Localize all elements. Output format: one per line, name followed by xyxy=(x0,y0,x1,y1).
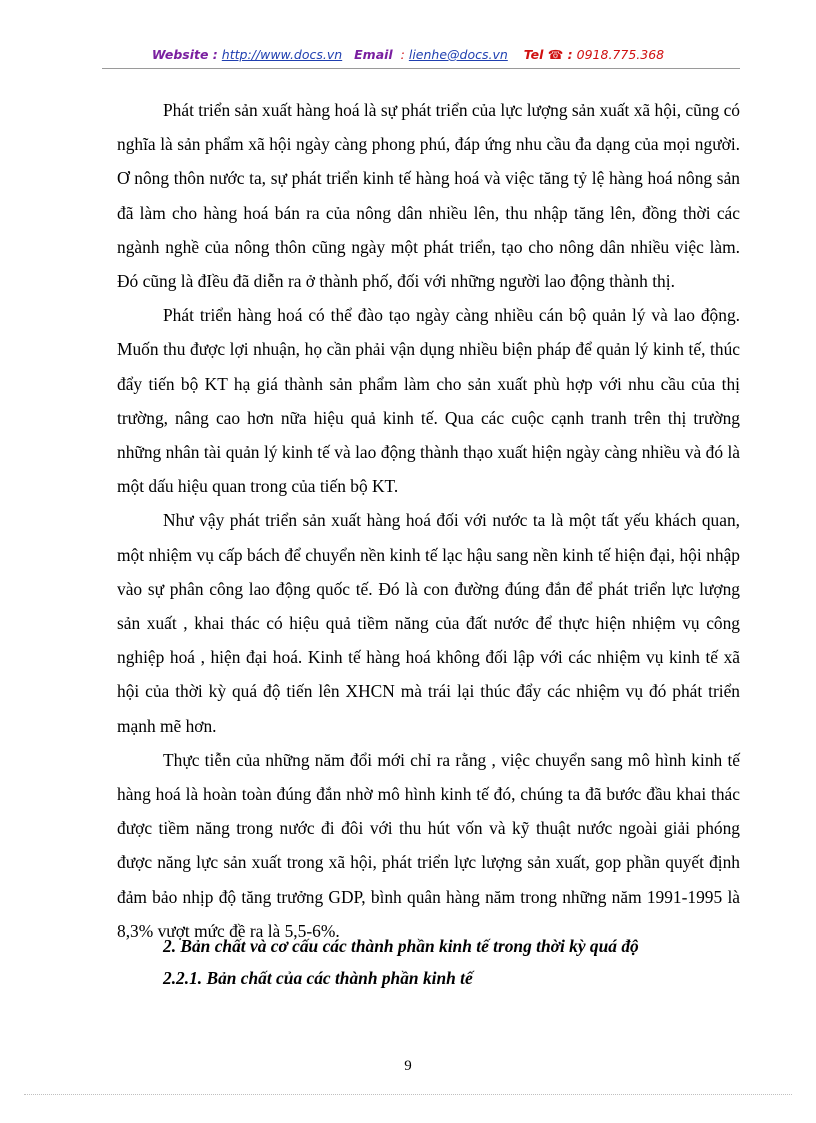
email-label: Email xyxy=(354,47,393,62)
website-link[interactable]: http://www.docs.vn xyxy=(221,47,343,62)
tel-number: 0918.775.368 xyxy=(576,47,665,62)
footer-divider xyxy=(24,1094,792,1095)
page-number: 9 xyxy=(404,1058,412,1074)
email-link[interactable]: lienhe@docs.vn xyxy=(408,47,508,62)
section-heading: 2. Bản chất và cơ cấu các thành phần kinh tế trong thời kỳ quá độ xyxy=(163,936,639,956)
document-body xyxy=(117,93,740,948)
paragraph: Thực tiễn của những năm đổi mới chỉ ra rằng , việc chuyển sang mô hình kinh tế hàng hoá là hoàn toàn đúng đắn nhờ mô hình kinh tế đó, chúng ta đã bước đầu khai thác được tiềm năng trong nước đi đôi với thu hút vốn và kỹ thuật nước ngoài giải phóng được năng lực sản xuất trong xã hội, phát triển lực lượng sản xuất, gop phần quyết định đảm bảo nhịp độ tăng trưởng GDP, bình quân hàng năm trong những năm 1991-1995 là 8,3% vượt mức đề ra là 5,5-6%. xyxy=(117,749,740,941)
website-label: Website : xyxy=(151,47,218,62)
subsection-heading: 2.2.1. Bản chất của các thành phần kinh tế xyxy=(163,968,473,988)
paragraph: Như vậy phát triển sản xuất hàng hoá đối với nước ta là một tất yếu khách quan, một nhiệm vụ cấp bách để chuyển nền kinh tế lạc hậu sang nền kinh tế hiện đại, hội nhập vào sự phân công lao động quốc tế. Đó là con đường đúng đắn để phát triển lực lượng sản xuất , khai thác có hiệu quả tiềm năng của đất nước để thực hiện nhiệm vụ công nghiệp hoá , hiện đại hoá. Kinh tế hàng hoá không đối lập với các nhiệm vụ kinh tế xã hội của thời kỳ quá độ tiến lên XHCN mà trái lại thúc đẩy các nhiệm vụ đó phát triển mạnh mẽ hơn. xyxy=(117,510,740,736)
tel-label: Tel ☎ : xyxy=(523,47,573,62)
page-header xyxy=(0,47,816,62)
header-divider xyxy=(102,68,740,69)
paragraph: Phát triển hàng hoá có thể đào tạo ngày càng nhiều cán bộ quản lý và lao động. Muốn thu được lợi nhuận, họ cần phải vận dụng nhiều biện pháp để quản lý kinh tế, thúc đẩy tiến bộ KT hạ giá thành sản phẩm làm cho sản xuất phù hợp với nhu cầu của thị trường, nâng cao hơn nữa hiệu quả kinh tế. Qua các cuộc cạnh tranh trên thị trường những nhân tài quản lý kinh tế và lao động thành thạo xuất hiện ngày càng nhiều và đó là một dấu hiệu quan trong của tiến bộ KT. xyxy=(117,305,740,497)
email-separator: : xyxy=(400,47,405,62)
paragraph: Phát triển sản xuất hàng hoá là sự phát triển của lực lượng sản xuất xã hội, cũng có nghĩa là sản phẩm xã hội ngày càng phong phú, đáp ứng nhu cầu đa dạng của mọi người. Ơ nông thôn nước ta, sự phát triển kinh tế hàng hoá và việc tăng tỷ lệ hàng hoá nông sản đã làm cho hàng hoá bán ra của nông dân nhiều lên, thu nhập tăng lên, đồng thời các ngành nghề của nông thôn cũng ngày một phát triển, tạo cho nông dân nhiều việc làm. Đó cũng là đIều đã diễn ra ở thành phố, đối với những người lao động thành thị. xyxy=(117,100,740,292)
